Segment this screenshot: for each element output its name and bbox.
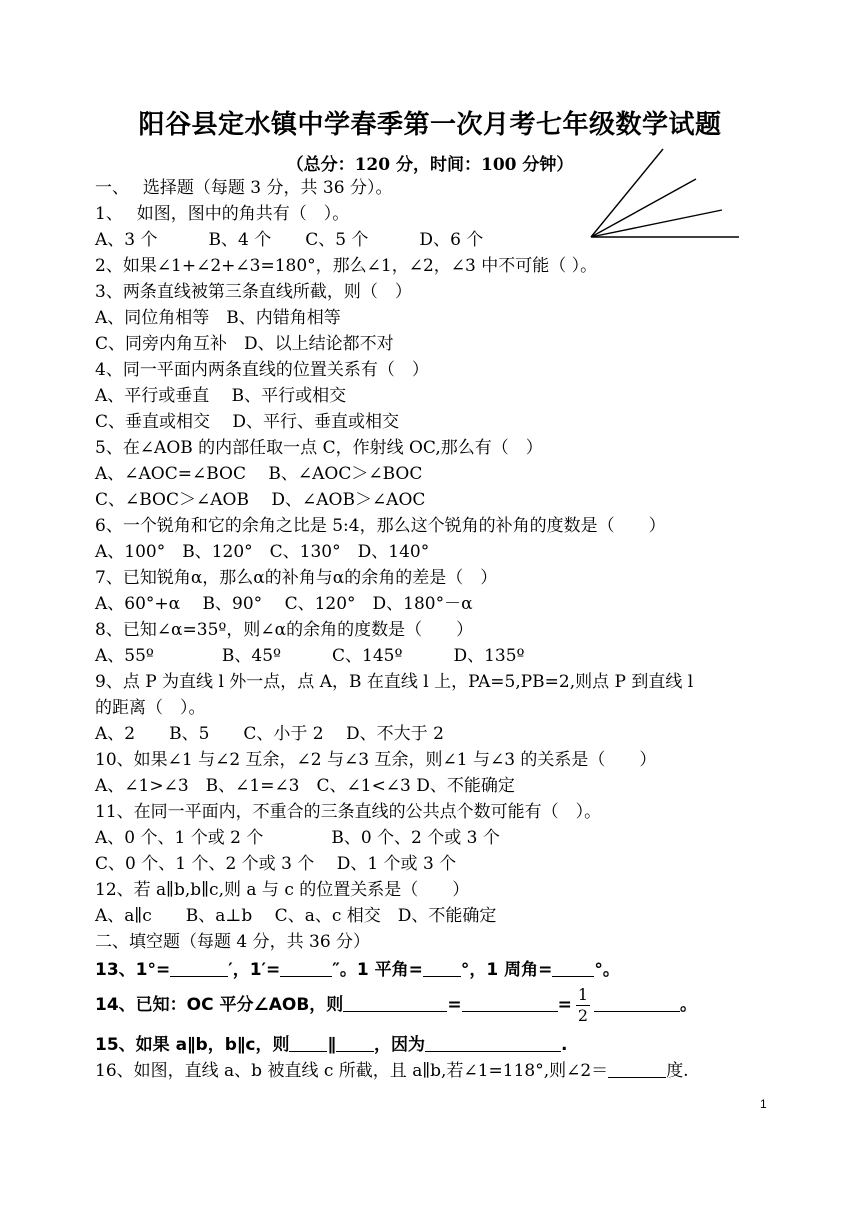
question-10: 10、如果∠1 与∠2 互余，∠2 与∠3 互余，则∠1 与∠3 的关系是（ ）: [95, 750, 657, 770]
q16-part-a: 16、如图，直线 a、b 被直线 c 所截，且 a∥b,若∠1=118°,则∠2＝: [95, 1061, 609, 1081]
question-11: 11、在同一平面内，不重合的三条直线的公共点个数可能有（ ）。: [95, 802, 602, 822]
q14-blank-3[interactable]: [594, 993, 680, 1012]
page-subtitle: （总分：120 分，时间：100 分钟）: [286, 155, 574, 175]
question-13: [95, 958, 620, 981]
one-half-fraction: [576, 985, 590, 1026]
question-6: 6、一个锐角和它的余角之比是 5:4，那么这个锐角的补角的度数是（ ）: [95, 516, 666, 536]
question-11-options-cd: C、0 个、1 个、2 个或 3 个 D、1 个或 3 个: [95, 854, 457, 874]
fraction-denominator: 2: [577, 1005, 588, 1025]
q13-blank-1[interactable]: [170, 958, 228, 977]
q13-part-e: °。: [594, 960, 620, 980]
q13-part-b: ′，1′=: [228, 960, 281, 980]
question-5-options-cd: C、∠BOC＞∠AOB D、∠AOB＞∠AOC: [95, 490, 426, 510]
question-5-options-ab: A、∠AOC=∠BOC B、∠AOC＞∠BOC: [95, 464, 423, 484]
q13-part-c: ″。1 平角=: [332, 960, 423, 980]
question-4-options-ab: A、平行或垂直 B、平行或相交: [95, 386, 347, 406]
q15-blank-1[interactable]: [289, 1033, 327, 1052]
question-10-options: A、∠1>∠3 B、∠1=∠3 C、∠1<∠3 D、不能确定: [95, 776, 515, 796]
q13-part-d: °，1 周角=: [460, 960, 553, 980]
question-1-options: A、3 个 B、4 个 C、5 个 D、6 个: [95, 230, 484, 250]
question-9-options: A、2 B、5 C、小于 2 D、不大于 2: [95, 724, 444, 744]
question-8-options: A、55º B、45º C、145º D、135º: [95, 646, 525, 666]
question-9: 9、点 P 为直线 l 外一点，点 A，B 在直线 l 上，PA=5,PB=2,则点 P 到直线 l: [95, 672, 694, 692]
question-6-options: A、100° B、120° C、130° D、140°: [95, 542, 430, 562]
question-9-continued: 的距离（ ）。: [95, 698, 206, 718]
question-12-options: A、a∥c B、a⊥b C、a、c 相交 D、不能确定: [95, 906, 497, 926]
question-7-options: A、60°+α B、90° C、120° D、180°－α: [95, 594, 473, 614]
q15-blank-2[interactable]: [336, 1033, 374, 1052]
q14-blank-1[interactable]: [343, 993, 447, 1012]
page-title: 阳谷县定水镇中学春季第一次月考七年级数学试题: [138, 110, 722, 140]
question-5: 5、在∠AOB 的内部任取一点 C，作射线 OC,那么有（ ）: [95, 438, 543, 458]
q16-blank[interactable]: [608, 1059, 666, 1078]
q16-end: 度.: [666, 1061, 689, 1081]
question-3: 3、两条直线被第三条直线所截，则（ ）: [95, 282, 412, 302]
fraction-numerator: 1: [577, 984, 588, 1004]
q14-eq-1: =: [447, 995, 462, 1015]
q14-part-a: 14、已知：OC 平分∠AOB，则: [95, 995, 344, 1015]
question-4-options-cd: C、垂直或相交 D、平行、垂直或相交: [95, 412, 400, 432]
q15-blank-3[interactable]: [425, 1033, 561, 1052]
question-8: 8、已知∠α=35º，则∠α的余角的度数是（ ）: [95, 620, 474, 640]
section-one-heading: 一、 选择题（每题 3 分，共 36 分）。: [95, 178, 393, 198]
ray-2: [591, 179, 696, 237]
question-2: 2、如果∠1+∠2+∠3=180°，那么∠1，∠2，∠3 中不可能（ ）。: [95, 256, 598, 276]
q13-blank-2[interactable]: [280, 958, 332, 977]
question-11-options-ab: A、0 个、1 个或 2 个 B、0 个、2 个或 3 个: [95, 828, 500, 848]
q14-blank-2[interactable]: [462, 993, 558, 1012]
q14-end: 。: [680, 995, 697, 1015]
angle-figure: [585, 145, 745, 245]
q15-part-b: ，因为: [373, 1035, 425, 1055]
question-7: 7、已知锐角α，那么α的补角与α的余角的差是（ ）: [95, 568, 498, 588]
q13-blank-4[interactable]: [552, 958, 594, 977]
q14-eq-2: =: [557, 995, 572, 1015]
q13-blank-3[interactable]: [423, 958, 461, 977]
q15-part-a: 15、如果 a∥b，b∥c，则: [95, 1035, 290, 1055]
page-number: 1: [760, 1097, 767, 1111]
question-14: [95, 983, 697, 1027]
question-1: 1、 如图，图中的角共有（ ）。: [95, 204, 350, 224]
question-3-options-cd: C、同旁内角互补 D、以上结论都不对: [95, 334, 394, 354]
q15-parallel: ∥: [327, 1035, 336, 1055]
question-16: [95, 1059, 689, 1082]
question-15: [95, 1033, 567, 1056]
q15-end: .: [560, 1035, 568, 1055]
question-4: 4、同一平面内两条直线的位置关系有（ ）: [95, 360, 429, 380]
question-12: 12、若 a∥b,b∥c,则 a 与 c 的位置关系是（ ）: [95, 880, 470, 900]
section-two-heading: 二、填空题（每题 4 分，共 36 分）: [95, 932, 371, 952]
question-3-options-ab: A、同位角相等 B、内错角相等: [95, 308, 341, 328]
q13-part-a: 13、1°=: [95, 960, 171, 980]
